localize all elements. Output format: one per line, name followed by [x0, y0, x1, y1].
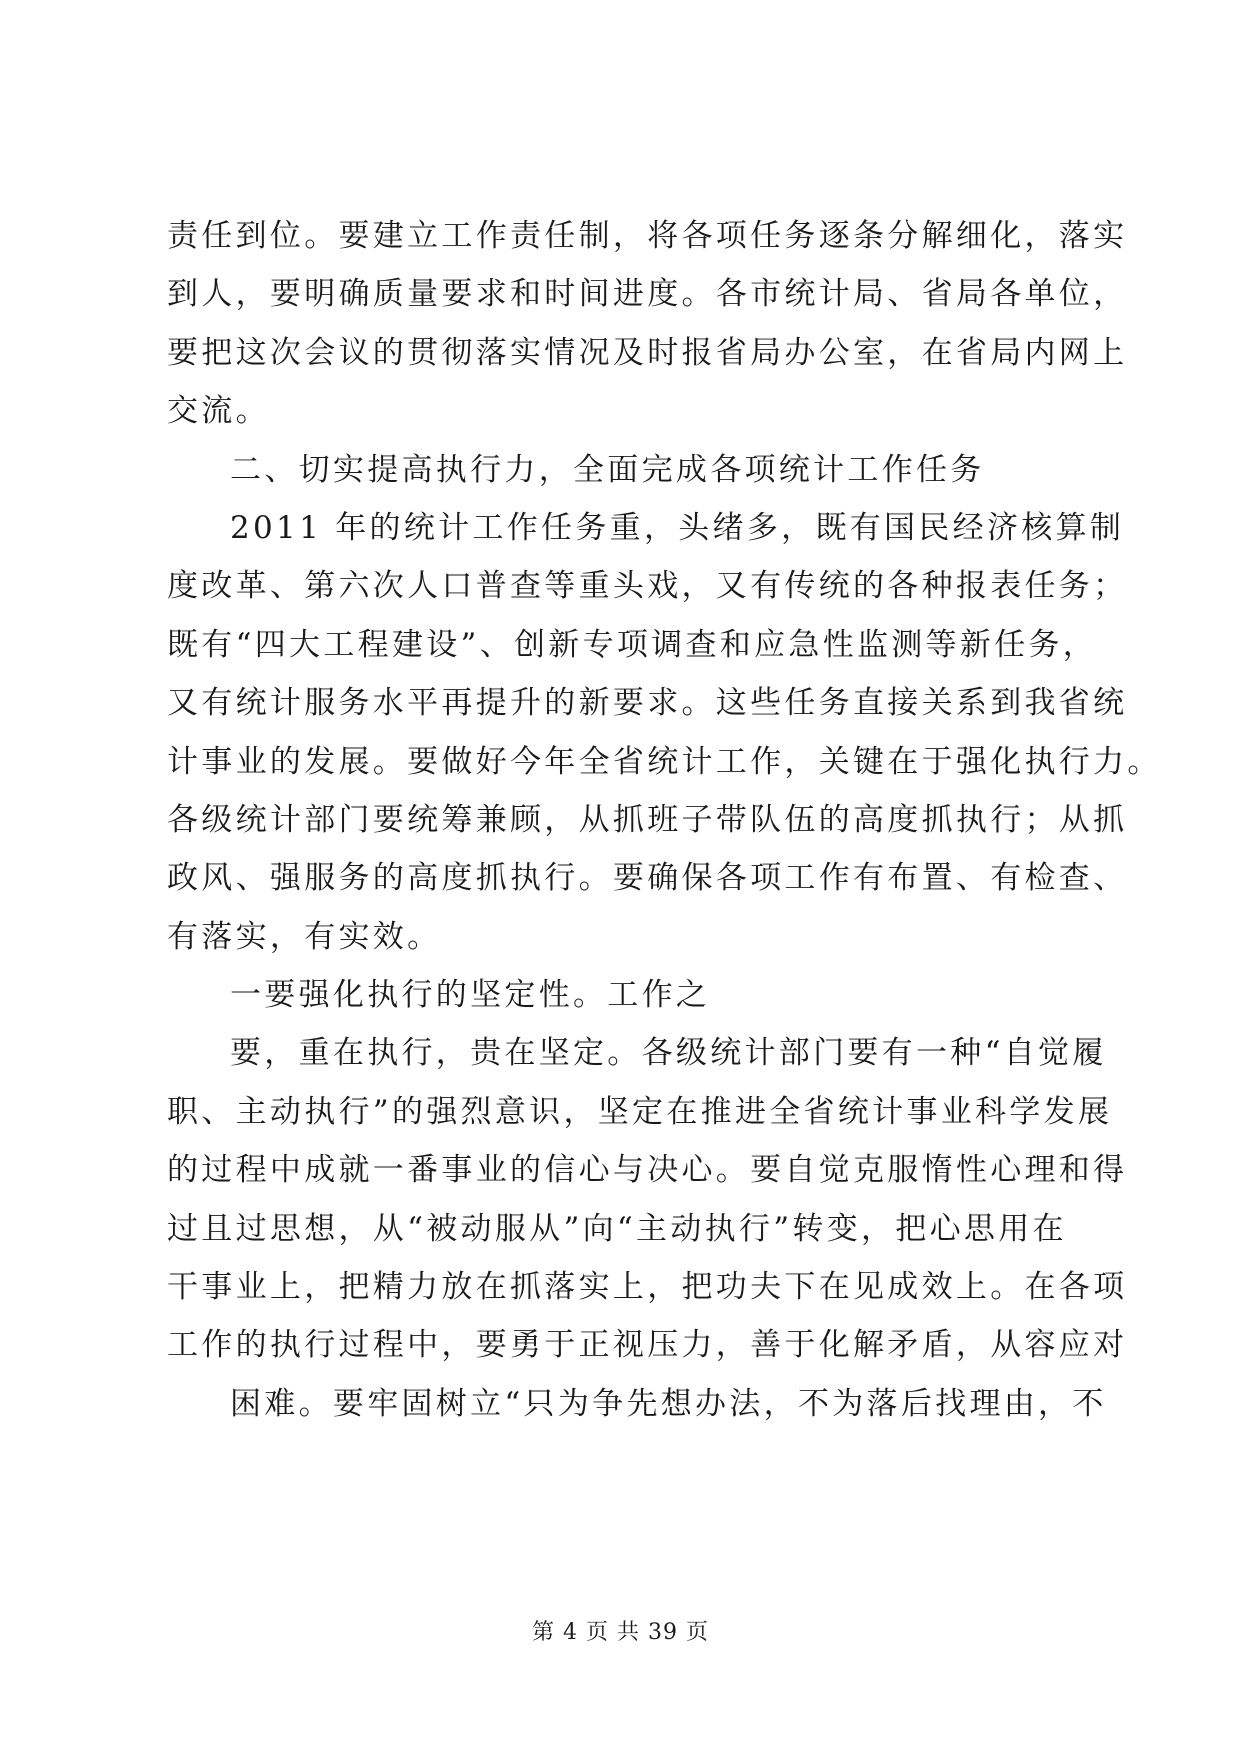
text-line: 干事业上，把精力放在抓落实上，把功夫下在见成效上。在各项 [167, 1269, 1128, 1306]
text-line: 各级统计部门要统筹兼顾，从抓班子带队伍的高度抓执行；从抓 [167, 801, 1128, 838]
page-footer [0, 1618, 1241, 1648]
text-line: 困难。要牢固树立“只为争先想办法，不为落后找理由，不 [230, 1385, 1107, 1422]
text-line: 到人，要明确质量要求和时间进度。各市统计局、省局各单位， [167, 276, 1128, 313]
text-line: 有落实，有实效。 [167, 918, 442, 955]
text-line: 职、主动执行”的强烈意识，坚定在推进全省统计事业科学发展 [167, 1093, 1113, 1130]
text-line: 政风、强服务的高度抓执行。要确保各项工作有布置、有检查、 [167, 860, 1128, 897]
text-line: 过且过思想，从“被动服从”向“主动执行”转变，把心思用在 [167, 1210, 1067, 1247]
text-line: 度改革、第六次人口普查等重头戏，又有传统的各种报表任务； [167, 568, 1128, 605]
text-line: 交流。 [167, 393, 270, 430]
text-line: 责任到位。要建立工作责任制，将各项任务逐条分解细化，落实 [167, 218, 1128, 254]
text-line: 既有“四大工程建设”、创新专项调查和应急性监测等新任务， [167, 626, 1098, 663]
section-heading: 二、切实提高执行力，全面完成各项统计工作任务 [230, 451, 985, 488]
body-text [167, 207, 1162, 1433]
text-line: 要把这次会议的贯彻落实情况及时报省局办公室，在省局内网上 [167, 334, 1128, 371]
text-line: 又有统计服务水平再提升的新要求。这些任务直接关系到我省统 [167, 685, 1128, 722]
text-line: 2011 年的统计工作任务重，头绪多，既有国民经济核算制 [230, 509, 1125, 546]
text-line: 的过程中成就一番事业的信心与决心。要自觉克服惰性心理和得 [167, 1152, 1128, 1189]
text-line: 计事业的发展。要做好今年全省统计工作，关键在于强化执行力。 [167, 743, 1162, 780]
text-line: 工作的执行过程中，要勇于正视压力，善于化解矛盾，从容应对 [167, 1327, 1128, 1364]
text-line: 一要强化执行的坚定性。工作之 [230, 977, 711, 1014]
page-number-label: 第 4 页 共 39 页 [532, 1620, 709, 1645]
text-line: 要，重在执行，贵在坚定。各级统计部门要有一种“自觉履 [230, 1035, 1107, 1072]
